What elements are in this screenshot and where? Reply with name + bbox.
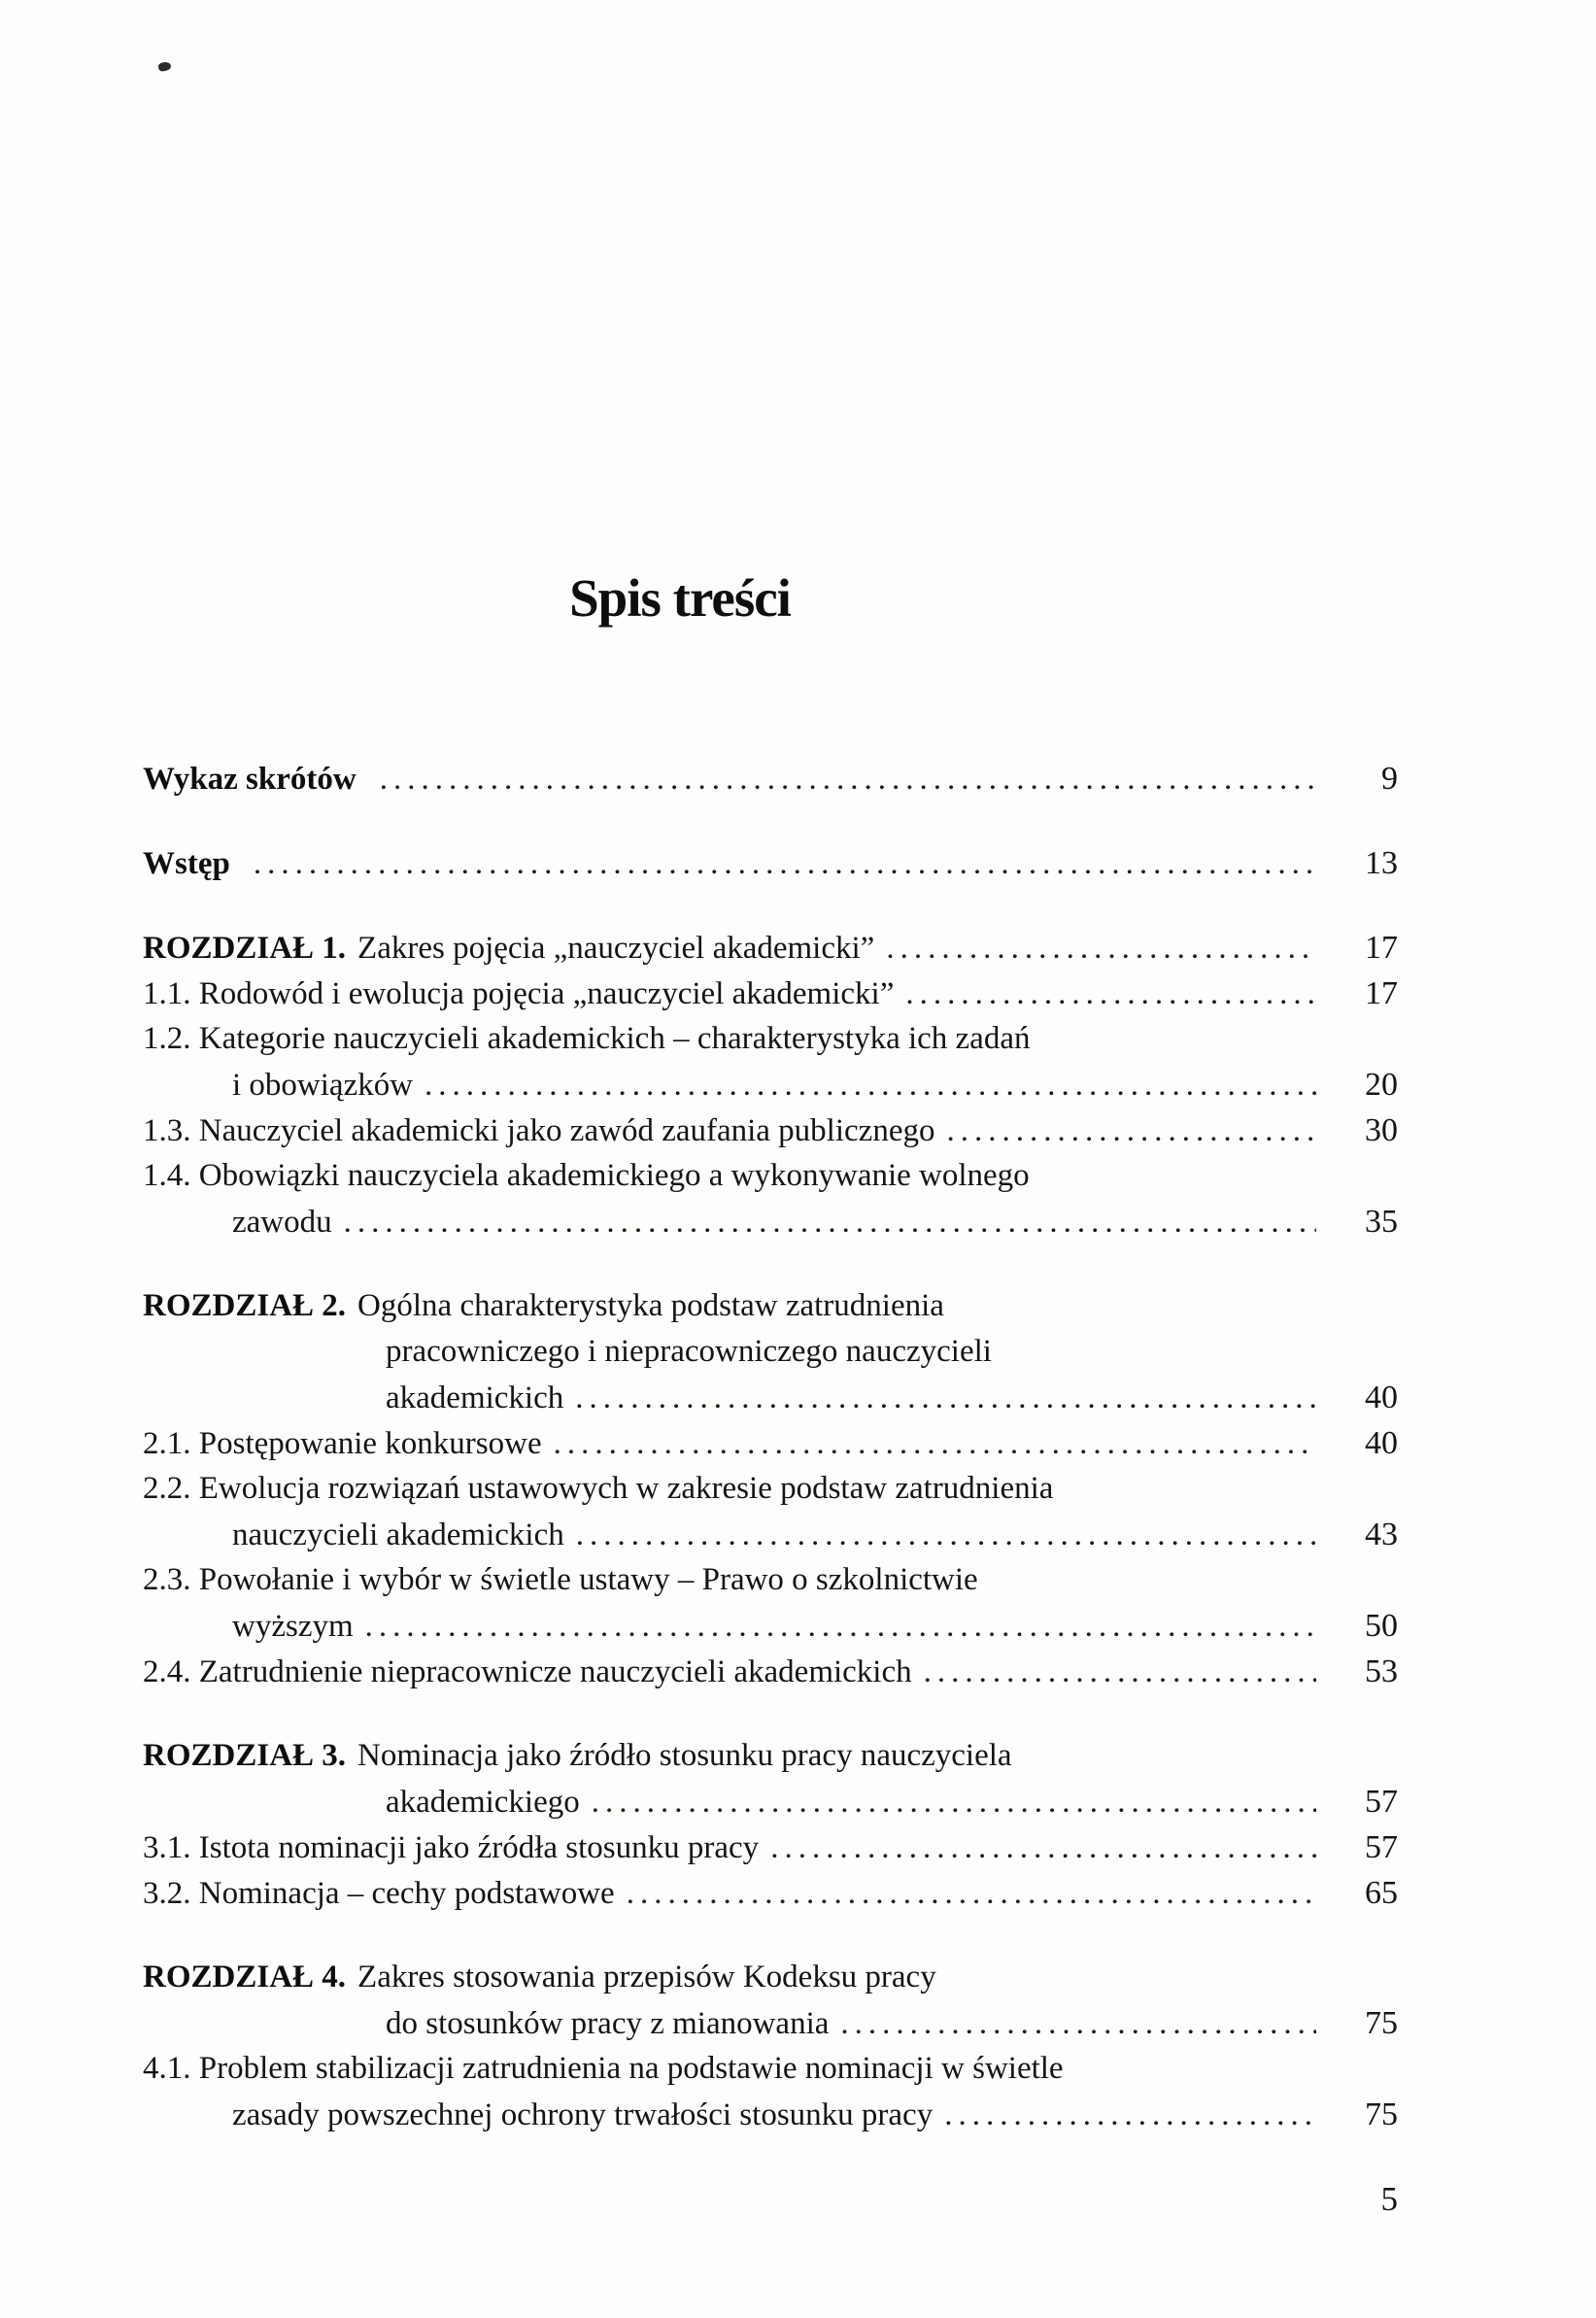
dot-leader [933,2093,1316,2138]
toc-line [143,1649,1398,1694]
toc-entry-text: 1.3. Nauczyciel akademicki jako zawód zaufania publicznego [143,1113,935,1148]
scan-artifact-speck [157,61,172,73]
toc-chapter-label: ROZDZIAŁ 1. [143,931,347,966]
toc-line [143,1062,1398,1108]
dot-leader [542,1421,1316,1467]
dot-leader [829,2001,1316,2047]
toc-entry-text: 3.1. Istota nominacji jako źródła stosunku pracy [143,1830,760,1865]
dot-leader [564,1513,1316,1558]
toc-line [143,1016,1398,1062]
toc-entry-text: pracowniczego i niepracowniczego nauczycieli [386,1334,992,1369]
toc-entry-text: 1.1. Rodowód i ewolucja pojęcia „nauczyciel akademicki” [143,976,895,1011]
toc-entry-text: zawodu [232,1205,332,1240]
dot-leader [332,1200,1316,1245]
toc-entry-text: 4.1. Problem stabilizacji zatrudnienia na podstawie nominacji w świetle [143,2051,1064,2086]
toc-line [143,1870,1398,1916]
toc-line [143,1779,1398,1824]
toc-line [143,1420,1398,1466]
toc-entry-text: akademickich [386,1381,564,1415]
dot-leader [894,972,1316,1017]
toc-line [143,1466,1398,1512]
dot-leader [413,1063,1316,1108]
dot-leader [615,1871,1316,1917]
toc-entry-text: nauczycieli akademickich [232,1517,564,1552]
page-number: 5 [1380,2180,1398,2218]
toc-page-number: 57 [1365,1784,1398,1820]
toc-line [143,1955,1398,2000]
toc-line [143,925,1398,971]
toc-entry-text: Ogólna charakterystyka podstaw zatrudnienia [357,1288,944,1323]
toc-entry-text: Zakres pojęcia „nauczyciel akademicki” [357,931,875,966]
toc-chapter-label: ROZDZIAŁ 4. [143,1960,347,1994]
toc-entry-text: i obowiązków [232,1068,414,1103]
toc-entry-text: 3.2. Nominacja – cechy podstawowe [143,1876,615,1911]
toc-page-number: 75 [1365,2096,1398,2132]
toc-line [143,1199,1398,1244]
dot-leader [368,757,1316,802]
toc-page-number: 20 [1365,1067,1398,1103]
toc-page-number: 17 [1365,930,1398,966]
toc-line [143,1153,1398,1199]
toc-line [143,1824,1398,1870]
toc-line [143,2092,1398,2137]
toc-line [143,1512,1398,1557]
toc-entry-text: do stosunków pracy z mianowania [386,2006,830,2041]
toc-line [143,756,1398,801]
toc-page-number: 65 [1365,1875,1398,1911]
toc-line [143,1733,1398,1779]
toc-line [143,2000,1398,2046]
toc-line [143,1375,1398,1420]
toc-page-number: 30 [1365,1112,1398,1148]
toc-list [143,756,1398,2137]
dot-leader [580,1780,1316,1825]
toc-entry-text: Nominacja jako źródło stosunku pracy nauczyciela [357,1738,1012,1773]
toc-chapter-label: ROZDZIAŁ 2. [143,1288,347,1323]
toc-entry-text: Zakres stosowania przepisów Kodeksu pracy [357,1960,936,1994]
toc-line [143,1603,1398,1649]
toc-line [143,1283,1398,1329]
toc-line [143,2046,1398,2092]
toc-page-number: 40 [1365,1380,1398,1415]
dot-leader [759,1825,1316,1871]
toc-entry-text: 2.3. Powołanie i wybór w świetle ustawy – Prawo o szkolnictwie [143,1562,978,1597]
toc-page-number: 13 [1365,845,1398,881]
toc-line [143,1329,1398,1375]
toc-line [143,1557,1398,1603]
dot-leader [354,1604,1316,1650]
toc-page-number: 35 [1365,1204,1398,1240]
toc-line [143,971,1398,1016]
toc-entry-text: 2.2. Ewolucja rozwiązań ustawowych w zakresie podstaw zatrudnienia [143,1471,1054,1506]
toc-entry-text: zasady powszechnej ochrony trwałości stosunku pracy [232,2097,934,2132]
toc-entry-text: wyższym [232,1609,354,1644]
toc-chapter-label: Wstęp [143,846,230,881]
toc-entry-text: 1.4. Obowiązki nauczyciela akademickiego a wykonywanie wolnego [143,1158,1030,1193]
dot-leader [912,1650,1316,1695]
dot-leader [563,1376,1316,1421]
toc-page-number: 17 [1365,975,1398,1011]
toc-page-number: 40 [1365,1425,1398,1461]
dot-leader [934,1108,1316,1154]
toc-line [143,840,1398,886]
toc-page-number: 53 [1365,1653,1398,1689]
toc-page-number: 75 [1365,2005,1398,2041]
toc-page-number: 43 [1365,1517,1398,1552]
toc-chapter-label: ROZDZIAŁ 3. [143,1738,347,1773]
toc-entry-text: akademickiego [386,1785,580,1820]
dot-leader [874,926,1316,972]
toc-entry-text: 2.1. Postępowanie konkursowe [143,1426,542,1461]
toc-page-number: 57 [1365,1829,1398,1865]
dot-leader [242,841,1316,887]
toc-line [143,1108,1398,1153]
toc-page-number: 9 [1381,761,1398,797]
toc-page-number: 50 [1365,1608,1398,1644]
toc-entry-text: 2.4. Zatrudnienie niepracownicze nauczycieli akademickich [143,1654,912,1689]
toc-chapter-label: Wykaz skrótów [143,762,357,797]
page-title: Spis treści [569,567,791,628]
toc-entry-text: 1.2. Kategorie nauczycieli akademickich – charakterystyka ich zadań [143,1021,1031,1056]
